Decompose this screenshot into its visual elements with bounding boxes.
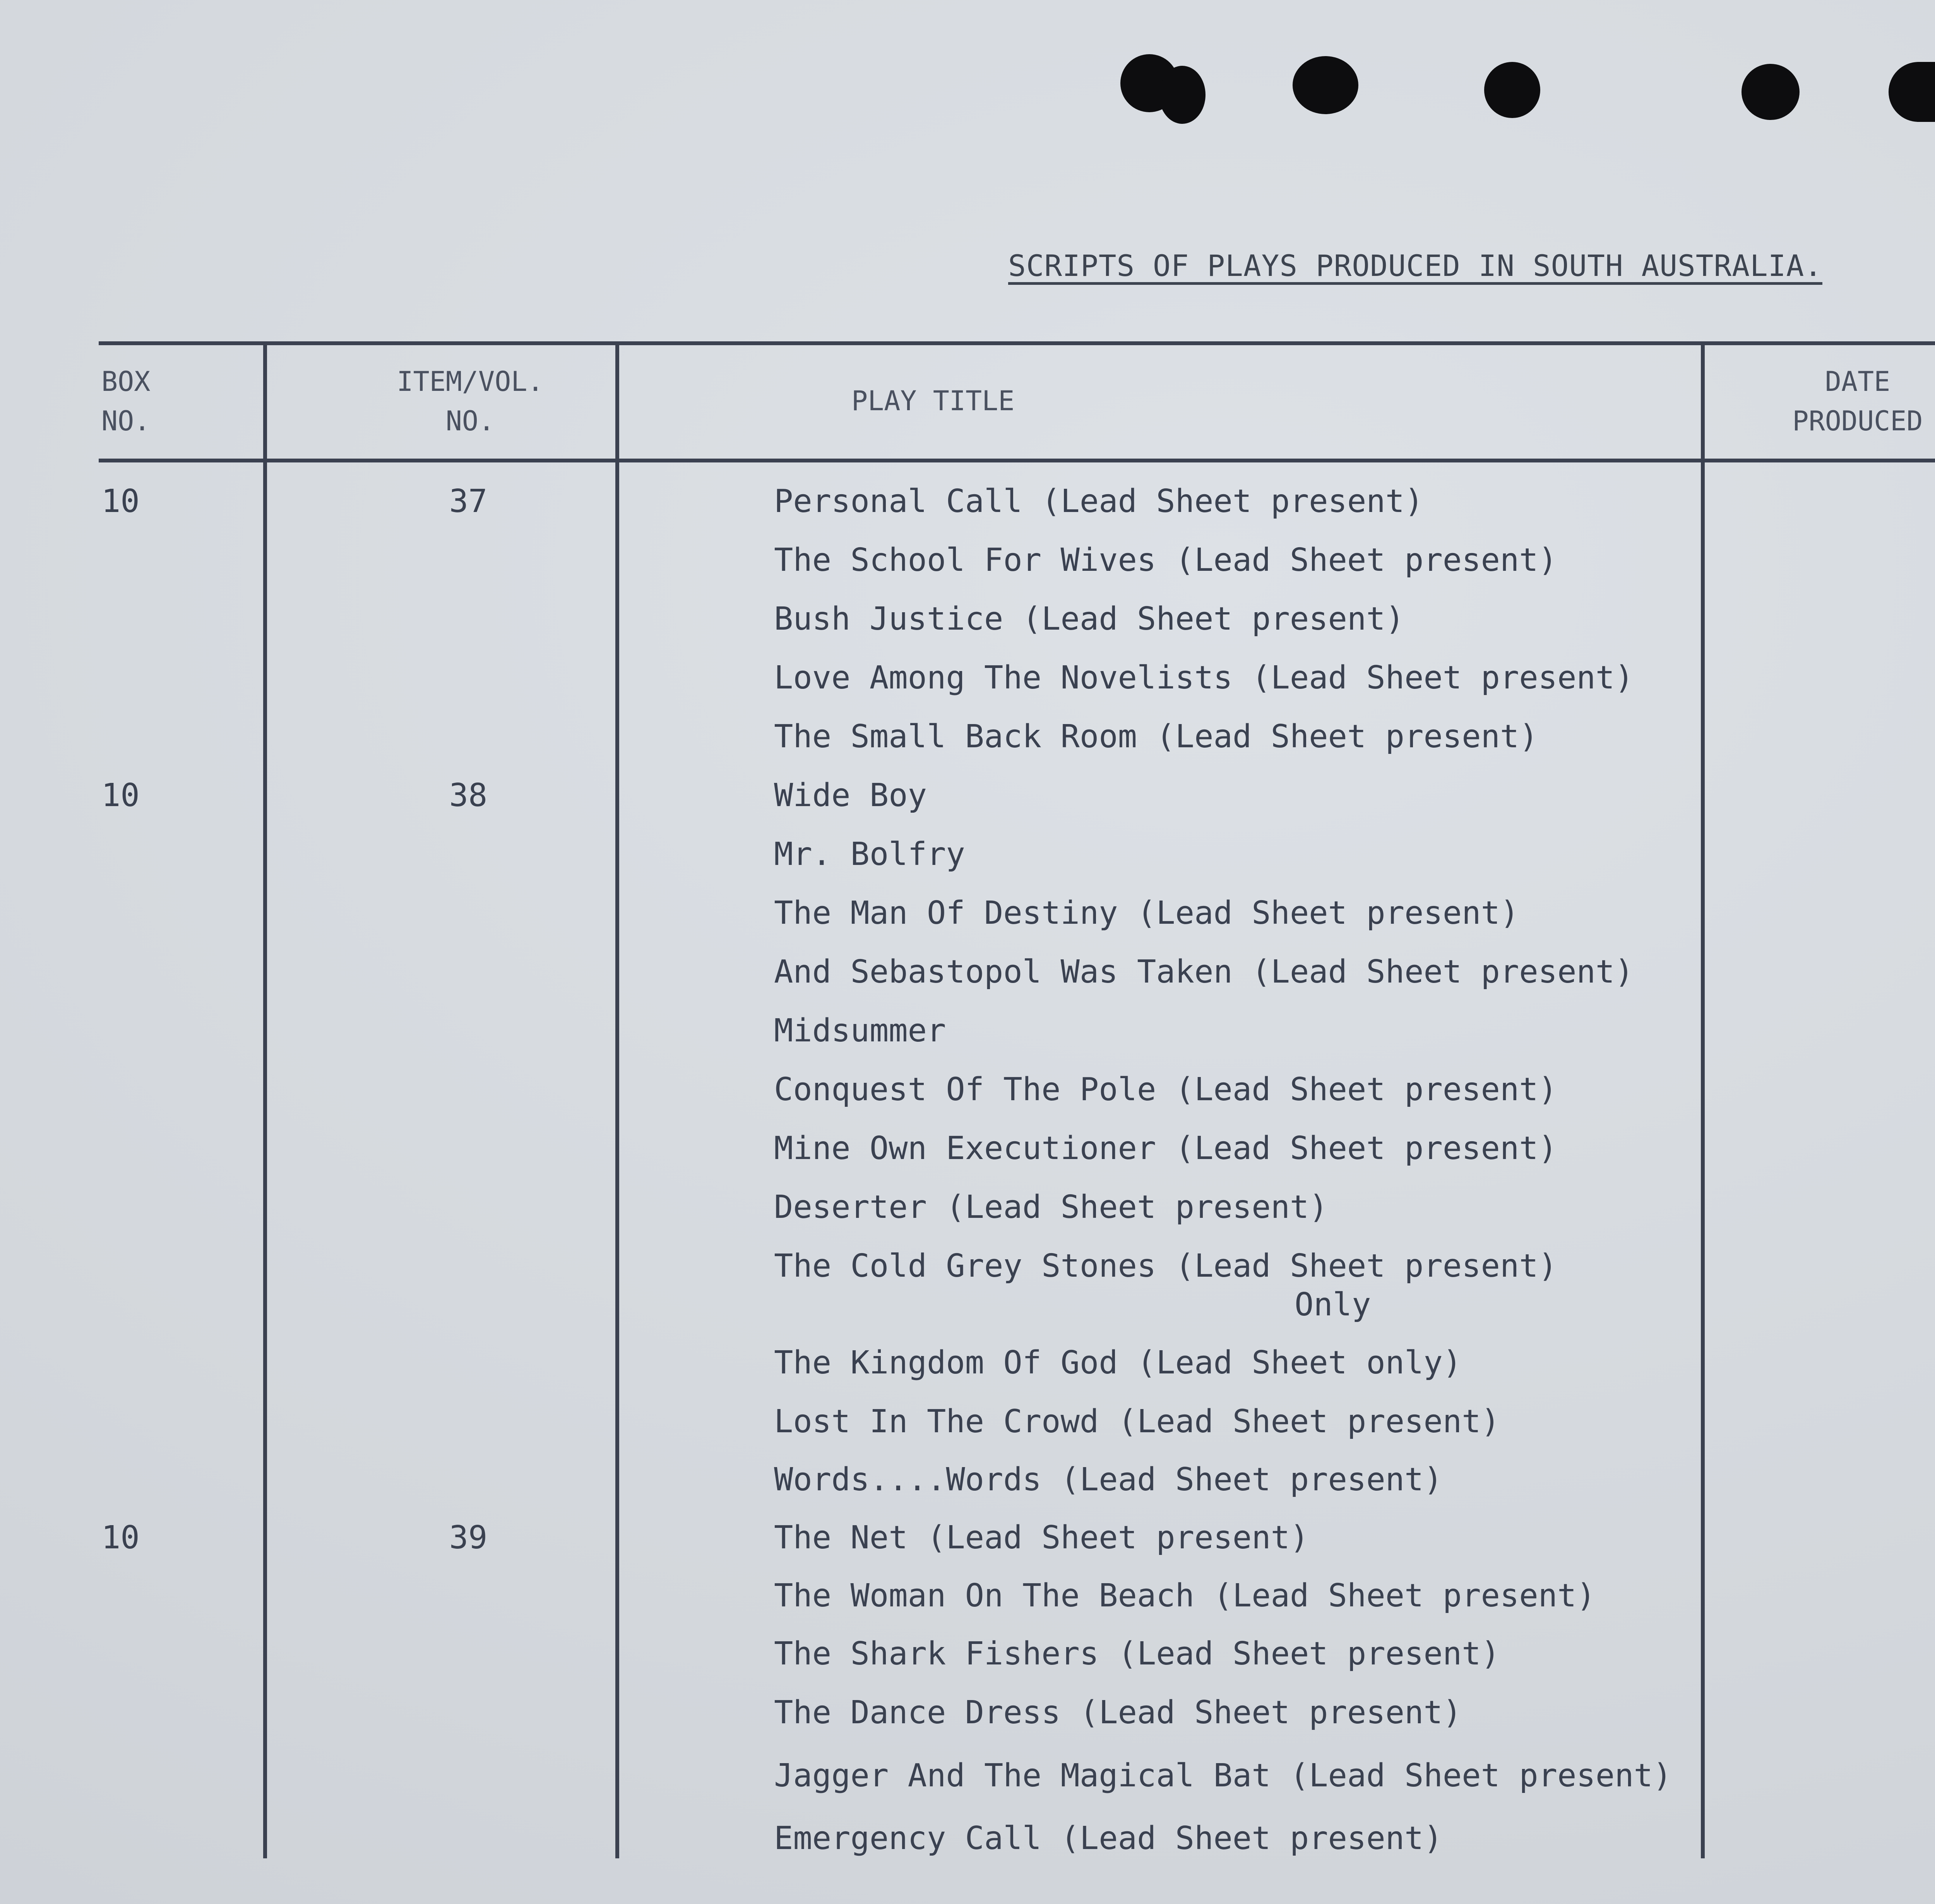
- header-item-vol-no: ITEM/VOL. NO.: [397, 366, 544, 437]
- row-22-title: Jagger And The Magical Bat (Lead Sheet present): [774, 1757, 1672, 1794]
- document-title: SCRIPTS OF PLAYS PRODUCED IN SOUTH AUSTRALIA.: [1008, 248, 1823, 283]
- header-date-produced: DATE PRODUCED: [1792, 366, 1923, 437]
- header-bottom-rule: [99, 459, 1935, 462]
- row-11-title: Conquest Of The Pole (Lead Sheet present): [774, 1071, 1558, 1108]
- row-9-title: And Sebastopol Was Taken (Lead Sheet present): [774, 954, 1634, 990]
- row-13-title: Deserter (Lead Sheet present): [774, 1189, 1328, 1226]
- punch-hole: [1293, 56, 1358, 114]
- punch-hole: [1889, 62, 1935, 122]
- row-1-box: 10: [101, 483, 140, 520]
- row-6-box: 10: [101, 777, 140, 814]
- punch-hole: [1742, 64, 1800, 120]
- row-7-title: Mr. Bolfry: [774, 836, 965, 873]
- row-14-title: The Cold Grey Stones (Lead Sheet present): [774, 1248, 1558, 1284]
- row-16-title: Lost In The Crowd (Lead Sheet present): [774, 1403, 1500, 1440]
- row-6-item: 38: [449, 777, 488, 814]
- table-top-rule: [99, 341, 1935, 345]
- row-1-item: 37: [449, 483, 488, 520]
- row-23-title: Emergency Call (Lead Sheet present): [774, 1820, 1443, 1857]
- row-4-title: Love Among The Novelists (Lead Sheet present): [774, 659, 1634, 696]
- row-18-item: 39: [449, 1519, 488, 1556]
- column-divider: [263, 341, 267, 1858]
- row-21-title: The Dance Dress (Lead Sheet present): [774, 1694, 1462, 1731]
- row-5-title: The Small Back Room (Lead Sheet present): [774, 718, 1538, 755]
- row-10-title: Midsummer: [774, 1012, 946, 1049]
- row-3-title: Bush Justice (Lead Sheet present): [774, 601, 1405, 637]
- row-18-title: The Net (Lead Sheet present): [774, 1519, 1309, 1556]
- row-1-title: Personal Call (Lead Sheet present): [774, 483, 1424, 520]
- row-17-title: Words....Words (Lead Sheet present): [774, 1461, 1443, 1498]
- header-play-title: PLAY TITLE: [851, 385, 1015, 417]
- row-20-title: The Shark Fishers (Lead Sheet present): [774, 1635, 1500, 1672]
- column-divider: [615, 341, 619, 1858]
- row-14-title-continued: Only: [1295, 1286, 1371, 1323]
- row-2-title: The School For Wives (Lead Sheet present): [774, 542, 1558, 579]
- row-6-title: Wide Boy: [774, 777, 927, 814]
- punch-hole: [1484, 62, 1540, 118]
- row-12-title: Mine Own Executioner (Lead Sheet present): [774, 1130, 1558, 1167]
- header-box-no: BOX NO.: [101, 366, 151, 437]
- row-15-title: The Kingdom Of God (Lead Sheet only): [774, 1344, 1462, 1381]
- punch-hole: [1159, 66, 1206, 124]
- row-8-title: The Man Of Destiny (Lead Sheet present): [774, 895, 1519, 931]
- row-19-title: The Woman On The Beach (Lead Sheet present): [774, 1577, 1596, 1614]
- row-18-box: 10: [101, 1519, 140, 1556]
- column-divider: [1701, 341, 1705, 1858]
